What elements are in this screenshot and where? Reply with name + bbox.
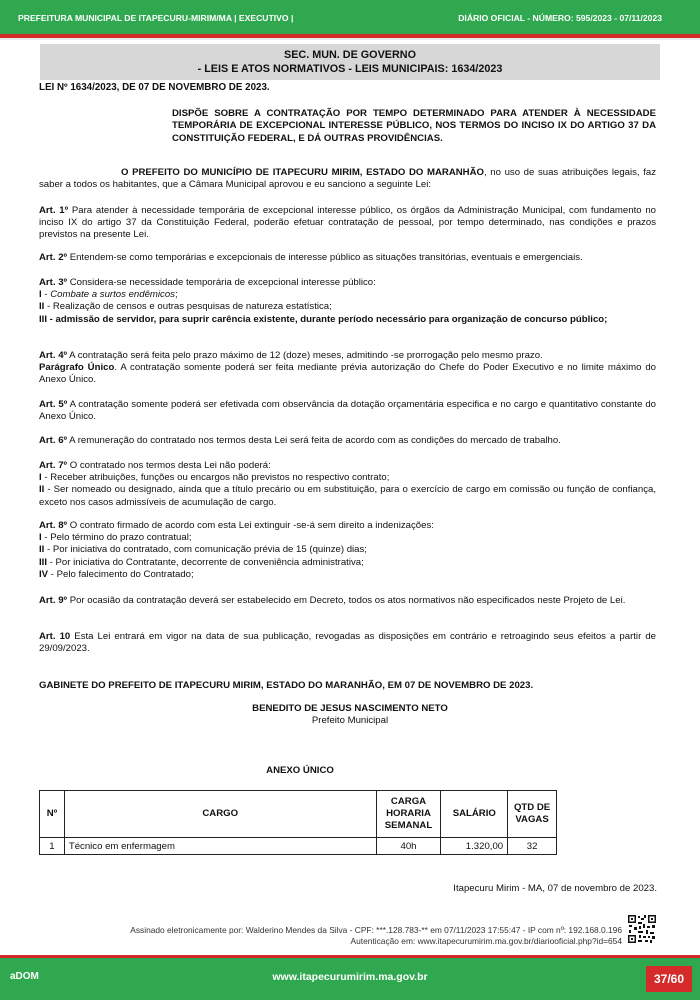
art5-text: A contratação somente poderá ser efetivada com observância da dotação orçamentária especifica e no cargo e quantitativo constante do Anexo Único. (39, 399, 656, 423)
section-title: SEC. MUN. DE GOVERNO (284, 49, 416, 61)
table-row (40, 838, 557, 855)
preamble (39, 167, 656, 191)
article-5 (39, 399, 656, 423)
art6-text: A remuneração do contratado nos termos desta Lei será feita de acordo com as condições do mercado de trabalho. (67, 435, 561, 446)
art3-label: Art. 3º (39, 277, 68, 288)
art3-iii-text: admissão de servidor, para suprir carência existente, durante período necessário para organização de concurso público; (55, 313, 608, 325)
art4-label: Art. 4º (39, 350, 68, 361)
place-date: Itapecuru Mirim - MA, 07 de novembro de 2023. (453, 883, 657, 894)
art3-text: Considera-se necessidade temporária de excepcional interesse público: (67, 277, 376, 288)
authentication-link[interactable]: Autenticação em: www.itapecurumirim.ma.gov.br/diariooficial.php?id=654 (350, 936, 622, 946)
col-header-vagas: QTD DE VAGAS (508, 791, 557, 838)
signature-line: Assinado eletronicamente por: Walderino Mendes da Silva - CPF: ***.128.783-** em 07/11/2023 17:55:47 - IP com nº: 192.168.0.196 (130, 925, 622, 935)
art8-i-text: - Pelo término do prazo contratual; (41, 532, 192, 544)
art1-label: Art. 1º (39, 205, 69, 216)
art3-iii-label: III (39, 313, 47, 325)
signer-role: Prefeito Municipal (311, 715, 389, 726)
art3-i-label: I (39, 289, 42, 301)
art3-i-text: Combate a surtos endêmicos (50, 289, 175, 301)
cell-cargo: Técnico em enfermagem (64, 838, 376, 855)
art2-text: Entendem-se como temporárias e excepcionais de interesse público as situações transitórias, eventuais e emergenciais. (67, 252, 583, 263)
art8-i-label: I (39, 532, 42, 544)
art8-ii-label: II (39, 544, 45, 556)
law-ementa: DISPÕE SOBRE A CONTRATAÇÃO POR TEMPO DETERMINADO PARA ATENDER À NECESSIDADE TEMPORÁRIA DE EXCEPCIONAL INTERESSE PÚBLICO, NOS TERMOS DO INCISO IX DO ARTIGO 37 DA CONSTITUIÇÃO FEDERAL, E DÁ OUTRAS PROVIDÊNCIAS. (172, 108, 656, 144)
header-left-text: PREFEITURA MUNICIPAL DE ITAPECURU-MIRIM/MA | EXECUTIVO | (18, 13, 294, 23)
signer-name: BENEDITO DE JESUS NASCIMENTO NETO (252, 703, 448, 714)
art6-label: Art. 6º (39, 435, 68, 446)
col-header-salario: SALÁRIO (441, 791, 508, 838)
article-1 (39, 205, 656, 242)
gabinete-line: GABINETE DO PREFEITO DE ITAPECURU MIRIM, ESTADO DO MARANHÃO, EM 07 DE NOVEMBRO DE 2023. (39, 680, 534, 691)
art7-i-text: - Receber atribuições, funções ou encargos não previstos no respectivo contrato; (41, 472, 390, 484)
article-8 (39, 520, 656, 581)
art10-text: Esta Lei entrará em vigor na data de sua publicação, revogadas as disposições em contrário e retroagindo seus efeitos a partir de 29/09/2023. (39, 631, 656, 655)
col-header-carga: CARGA HORARIA SEMANAL (376, 791, 441, 838)
art8-ii-text: - Por iniciativa do contratado, com comunicação prévia de 15 (quinze) dias; (44, 544, 367, 556)
footer-brand: aDOM (10, 971, 39, 982)
preamble-text: , no uso de suas atribuições legais, faz saber a todos os habitantes, que a Câmara Municipal aprovou e eu sanciono a seguinte Lei: (39, 167, 656, 191)
art8-iv-label: IV (39, 568, 49, 580)
article-9 (39, 595, 656, 607)
art4-paragraph-text: . A contratação somente poderá ser feita mediante prévia autorização do Chefe do Poder Executivo e no limite máximo do Anexo Único. (39, 362, 656, 386)
col-header-cargo: CARGO (64, 791, 376, 838)
art10-label: Art. 10 (39, 631, 71, 642)
art8-label: Art. 8º (39, 520, 68, 531)
header-bar (0, 0, 700, 34)
article-6 (39, 435, 656, 447)
art1-text: Para atender à necessidade temporária de excepcional interesse público, os órgãos da Administração Municipal, com fundamento no inciso IX do artigo 37 da Constituição Federal, poderão efetuar contratação de pessoal, por tempo determinado, nas condições e prazos previstos na presente Lei. (39, 205, 656, 241)
art5-label: Art. 5º (39, 399, 68, 410)
art3-ii-label: II (39, 301, 45, 313)
art9-text: Por ocasião da contratação deverá ser estabelecido em Decreto, todos os atos normativos não especificados neste Projeto de Lei. (67, 595, 626, 606)
art8-iv-text: - Pelo falecimento do Contratado; (48, 568, 194, 580)
art7-ii-label: II (39, 484, 45, 496)
section-subtitle: - LEIS E ATOS NORMATIVOS - LEIS MUNICIPAIS: 1634/2023 (197, 63, 503, 75)
cell-number: 1 (40, 838, 65, 855)
art7-label: Art. 7º (39, 460, 68, 471)
art8-iii-label: III (39, 556, 47, 568)
art4-text: A contratação será feita pelo prazo máximo de 12 (doze) meses, admitindo -se prorrogação pelo mesmo prazo. (67, 350, 543, 361)
header-divider (0, 38, 700, 40)
art8-iii-text: - Por iniciativa do Contratante, decorrente de conveniência administrativa; (47, 556, 364, 568)
annex-header-row (40, 791, 557, 838)
art3-ii-text: - Realização de censos e outras pesquisas de natureza estatística; (44, 301, 332, 313)
article-2 (39, 252, 656, 264)
art7-i-label: I (39, 472, 42, 484)
cell-salario: 1.320,00 (441, 838, 508, 855)
article-10 (39, 631, 656, 655)
article-3: Art. 3º Considera-se necessidade temporária de excepcional interesse público: I - Combate a surtos endêmicos; II - Realização de censos e outras pesquisas de natureza estatística; III - admissão de servidor, para suprir carência existente, durante período necessário para organização de concurso público; (39, 277, 608, 325)
art7-ii-text: - Ser nomeado ou designado, ainda que a título precário ou em substituição, para o exercício de cargo em comissão ou função de confiança, exceto nos casos admissíveis de acumulação de cargo. (39, 484, 656, 508)
cell-carga: 40h (376, 838, 441, 855)
annex-table (39, 790, 557, 855)
law-title: LEI Nº 1634/2023, DE 07 DE NOVEMBRO DE 2023. (39, 82, 270, 93)
article-7 (39, 460, 656, 509)
col-header-number: Nº (40, 791, 65, 838)
article-4 (39, 350, 656, 387)
art4-paragraph-label: Parágrafo Único (39, 362, 115, 374)
cell-vagas: 32 (508, 838, 557, 855)
page-number-badge: 37/60 (646, 966, 692, 992)
footer-bar (0, 958, 700, 1000)
header-right-text: DIÁRIO OFICIAL - NÚMERO: 595/2023 - 07/11/2023 (458, 13, 662, 23)
preamble-bold: O PREFEITO DO MUNICÍPIO DE ITAPECURU MIRIM, ESTADO DO MARANHÃO (121, 167, 485, 178)
art2-label: Art. 2º (39, 252, 68, 263)
art7-text: O contratado nos termos desta Lei não poderá: (67, 460, 271, 471)
annex-title: ANEXO ÚNICO (266, 765, 334, 776)
section-banner (40, 44, 660, 80)
qr-code-icon[interactable] (627, 914, 657, 944)
art8-text: O contrato firmado de acordo com esta Lei extinguir -se-á sem direito a indenizações: (67, 520, 434, 531)
art9-label: Art. 9º (39, 595, 68, 606)
footer-url-link[interactable]: www.itapecurumirim.ma.gov.br (272, 971, 428, 983)
